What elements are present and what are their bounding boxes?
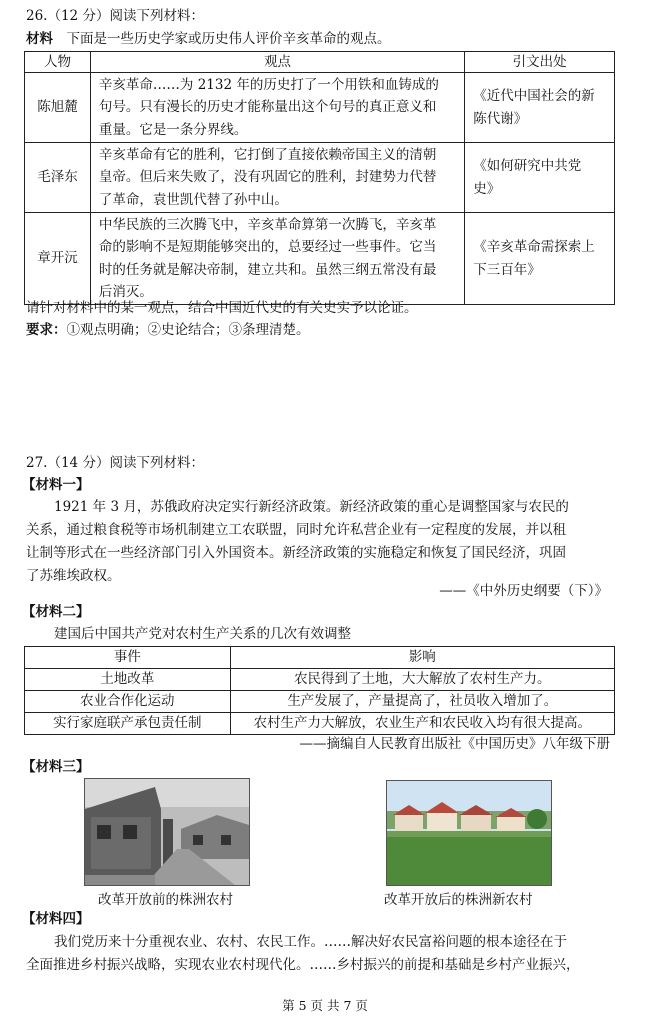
q26-table xyxy=(24,51,615,305)
table-row xyxy=(25,713,615,735)
q26-title: 26.（12 分）阅读下列材料： xyxy=(26,8,204,24)
q26-prompt: 请针对材料中的某一观点，结合中国近代史的有关史实予以论证。 xyxy=(26,300,418,316)
header-cell: 事件 xyxy=(25,647,231,669)
m1-source: ——《中外历史纲要（下）》 xyxy=(439,583,608,599)
view-cell xyxy=(90,213,464,305)
q26-requirements xyxy=(26,320,310,340)
event-cell: 农业合作化运动 xyxy=(25,691,231,713)
m4-paragraph-line: 我们党历来十分重视农业、农村、农民工作。……解决好农民富裕问题的根本途径在于 xyxy=(54,934,567,950)
view-line: 后消灭。 xyxy=(98,284,153,300)
table-row xyxy=(25,669,615,691)
m1-paragraph-line: 1921 年 3 月，苏俄政府决定实行新经济政策。新经济政策的重心是调整国家与农民的 xyxy=(54,499,569,515)
source-line: 《近代中国社会的新 xyxy=(473,88,595,104)
old-village-photo xyxy=(84,778,250,886)
old-village-caption: 改革开放前的株洲农村 xyxy=(98,892,233,908)
table-row xyxy=(25,691,615,713)
header-cell: 引文出处 xyxy=(465,52,615,73)
view-line: 命的影响不是短期能够突出的，总要经过一些事件。它当 xyxy=(98,239,437,255)
impact-cell: 农民得到了土地，大大解放了农村生产力。 xyxy=(230,669,614,691)
view-line: 重量。它是一条分界线。 xyxy=(98,121,248,138)
person-cell: 陈旭麓 xyxy=(25,73,91,143)
q26-intro xyxy=(26,29,391,49)
event-cell: 土地改革 xyxy=(25,669,231,691)
m2-intro: 建国后中国共产党对农村生产关系的几次有效调整 xyxy=(54,626,351,642)
new-village-photo xyxy=(386,780,552,886)
source-line: 史》 xyxy=(473,180,501,197)
m2-source: ——摘编自人民教育出版社《中国历史》八年级下册 xyxy=(299,736,610,752)
view-line: 时的任务就是解决帝制，建立共和。虽然三纲五常没有最 xyxy=(98,261,437,278)
table-row xyxy=(25,73,615,143)
source-line: 下三百年》 xyxy=(473,261,541,278)
event-cell: 实行家庭联产承包责任制 xyxy=(25,713,231,735)
impact-cell: 生产发展了，产量提高了，社员收入增加了。 xyxy=(230,691,614,713)
header-cell: 观点 xyxy=(90,52,464,73)
table-row xyxy=(25,143,615,213)
person-cell: 毛泽东 xyxy=(25,143,91,213)
source-line: 陈代谢》 xyxy=(473,110,528,127)
page-footer: 第 5 页 共 7 页 xyxy=(282,998,368,1013)
header-cell: 人物 xyxy=(25,52,91,73)
impact-cell: 农村生产力大解放，农业生产和农民收入均有很大提高。 xyxy=(230,713,614,735)
q26-intro-text: 下面是一些历史学家或历史伟人评价辛亥革命的观点。 xyxy=(66,31,391,47)
view-line: 辛亥革命有它的胜利，它打倒了直接依赖帝国主义的清朝 xyxy=(98,146,437,163)
view-line: 辛亥革命……为 2132 年的历史打了一个用铁和血铸成的 xyxy=(98,76,439,93)
m1-paragraph-line: 让制等形式在一些经济部门引入外国资本。新经济政策的实施稳定和恢复了国民经济，巩固 xyxy=(26,545,566,561)
view-line: 中华民族的三次腾飞中，辛亥革命算第一次腾飞，辛亥革 xyxy=(98,216,437,233)
source-line: 《辛亥革命需探索上 xyxy=(473,239,595,255)
m4-label: 【材料四】 xyxy=(22,911,90,927)
person-cell: 章开沅 xyxy=(25,213,91,305)
view-cell xyxy=(90,143,464,213)
m1-label: 【材料一】 xyxy=(22,477,90,493)
m4-paragraph-line: 全面推进乡村振兴战略，实现农业农村现代化。……乡村振兴的前提和基础是乡村产业振兴， xyxy=(26,957,580,973)
q26-req-label: 要求： xyxy=(26,322,67,338)
source-cell xyxy=(465,73,615,143)
view-line: 皇帝。但后来失败了，没有巩固它的胜利，封建势力代替 xyxy=(98,169,437,186)
m1-paragraph-line: 了苏维埃政权。 xyxy=(26,568,121,584)
m3-label: 【材料三】 xyxy=(22,759,90,775)
m2-table-header xyxy=(25,647,615,669)
source-line: 《如何研究中共党 xyxy=(473,158,582,174)
view-line: 了革命，袁世凯代替了孙中山。 xyxy=(98,191,288,208)
table-row xyxy=(25,213,615,305)
q26-req-text: ①观点明确；②史论结合；③条理清楚。 xyxy=(66,322,310,338)
view-line: 句号。只有漫长的历史才能称量出这个句号的真正意义和 xyxy=(98,99,437,116)
q26-intro-label: 材料 xyxy=(26,31,53,47)
q26-table-header xyxy=(25,52,615,73)
source-cell xyxy=(465,213,615,305)
header-cell: 影响 xyxy=(230,647,614,669)
view-cell xyxy=(90,73,464,143)
source-cell xyxy=(465,143,615,213)
new-village-caption: 改革开放后的株洲新农村 xyxy=(384,892,533,908)
m2-label: 【材料二】 xyxy=(22,604,90,620)
m1-paragraph-line: 关系，通过粮食税等市场机制建立工农联盟，同时允许私营企业有一定程度的发展，并以租 xyxy=(26,522,566,538)
m2-table xyxy=(24,646,615,735)
q27-title: 27.（14 分）阅读下列材料： xyxy=(26,455,204,471)
